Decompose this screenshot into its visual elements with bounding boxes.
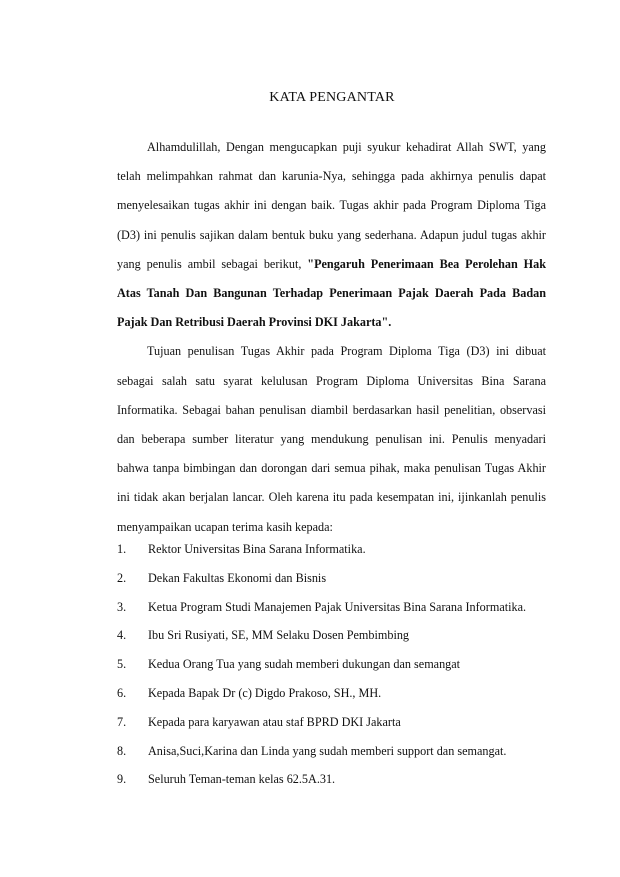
list-item — [117, 679, 557, 708]
paragraph-purpose: Tujuan penulisan Tugas Akhir pada Program Diploma Tiga (D3) ini dibuat sebagai salah satu syarat kelulusan Program Diploma Universitas Bina Sarana Informatika. Sebagai bahan penulisan diambil berdasarkan hasil penelitian, observasi dan beberapa sumber literatur yang mendukung penulisan ini. Penulis menyadari bahwa tanpa bimbingan dan dorongan dari semua pihak, maka penulisan Tugas Akhir ini tidak akan berjalan lancar. Oleh karena itu pada kesempatan ini, ijinkanlah penulis menyampaikan ucapan terima kasih kepada: — [117, 344, 546, 534]
list-item — [117, 564, 557, 593]
list-item-number: 9. — [117, 772, 127, 787]
list-item-number: 7. — [117, 714, 127, 729]
thesis-title: "Pengaruh Penerimaan Bea Perolehan Hak Atas Tanah Dan Bangunan Terhadap Penerimaan Pajak Daerah Pada Badan Pajak Dan Retribusi Daerah Provinsi DKI Jakarta". — [117, 256, 546, 330]
list-item — [117, 737, 557, 766]
list-item-text: Kedua Orang Tua yang sudah memberi dukungan dan semangat — [148, 657, 461, 672]
list-item-number: 5. — [117, 657, 127, 672]
list-item — [117, 765, 557, 794]
list-item — [117, 593, 557, 622]
list-item-text: Ketua Program Studi Manajemen Pajak Universitas Bina Sarana Informatika. — [148, 599, 527, 614]
list-item-number: 3. — [117, 599, 127, 614]
list-item — [117, 708, 557, 737]
list-item-text: Ibu Sri Rusiyati, SE, MM Selaku Dosen Pembimbing — [148, 628, 410, 643]
list-item — [117, 650, 557, 679]
page-title: KATA PENGANTAR — [269, 90, 395, 105]
list-item-number: 2. — [117, 570, 127, 585]
list-item-text: Rektor Universitas Bina Sarana Informatika. — [148, 542, 366, 556]
list-item — [117, 535, 557, 564]
list-item-text: Seluruh Teman-teman kelas 62.5A.31. — [148, 772, 336, 787]
paragraph-intro-text: Alhamdulillah, Dengan mengucapkan puji syukur kehadirat Allah SWT, yang telah melimpahkan rahmat dan karunia-Nya, sehingga pada akhirnya penulis dapat menyelesaikan tugas akhir ini dengan baik. Tugas akhir pada Program Diploma Tiga (D3) ini penulis sajikan dalam bentuk buku yang sederhana. Adapun judul tugas akhir yang penulis ambil sebagai berikut, — [117, 140, 546, 271]
list-item-text: Dekan Fakultas Ekonomi dan Bisnis — [148, 570, 327, 585]
list-item — [117, 621, 557, 650]
list-item-number: 8. — [117, 743, 127, 758]
list-item-text: Kepada Bapak Dr (c) Digdo Prakoso, SH., MH. — [148, 685, 382, 700]
acknowledgement-list — [117, 535, 557, 794]
list-item-text: Anisa,Suci,Karina dan Linda yang sudah memberi support dan semangat. — [148, 743, 507, 758]
list-item-text: Kepada para karyawan atau staf BPRD DKI Jakarta — [148, 714, 401, 729]
body-text — [117, 133, 546, 542]
list-item-number: 6. — [117, 685, 127, 700]
list-item-number: 1. — [117, 542, 127, 556]
list-item-number: 4. — [117, 628, 127, 643]
paragraph-intro — [117, 133, 546, 337]
